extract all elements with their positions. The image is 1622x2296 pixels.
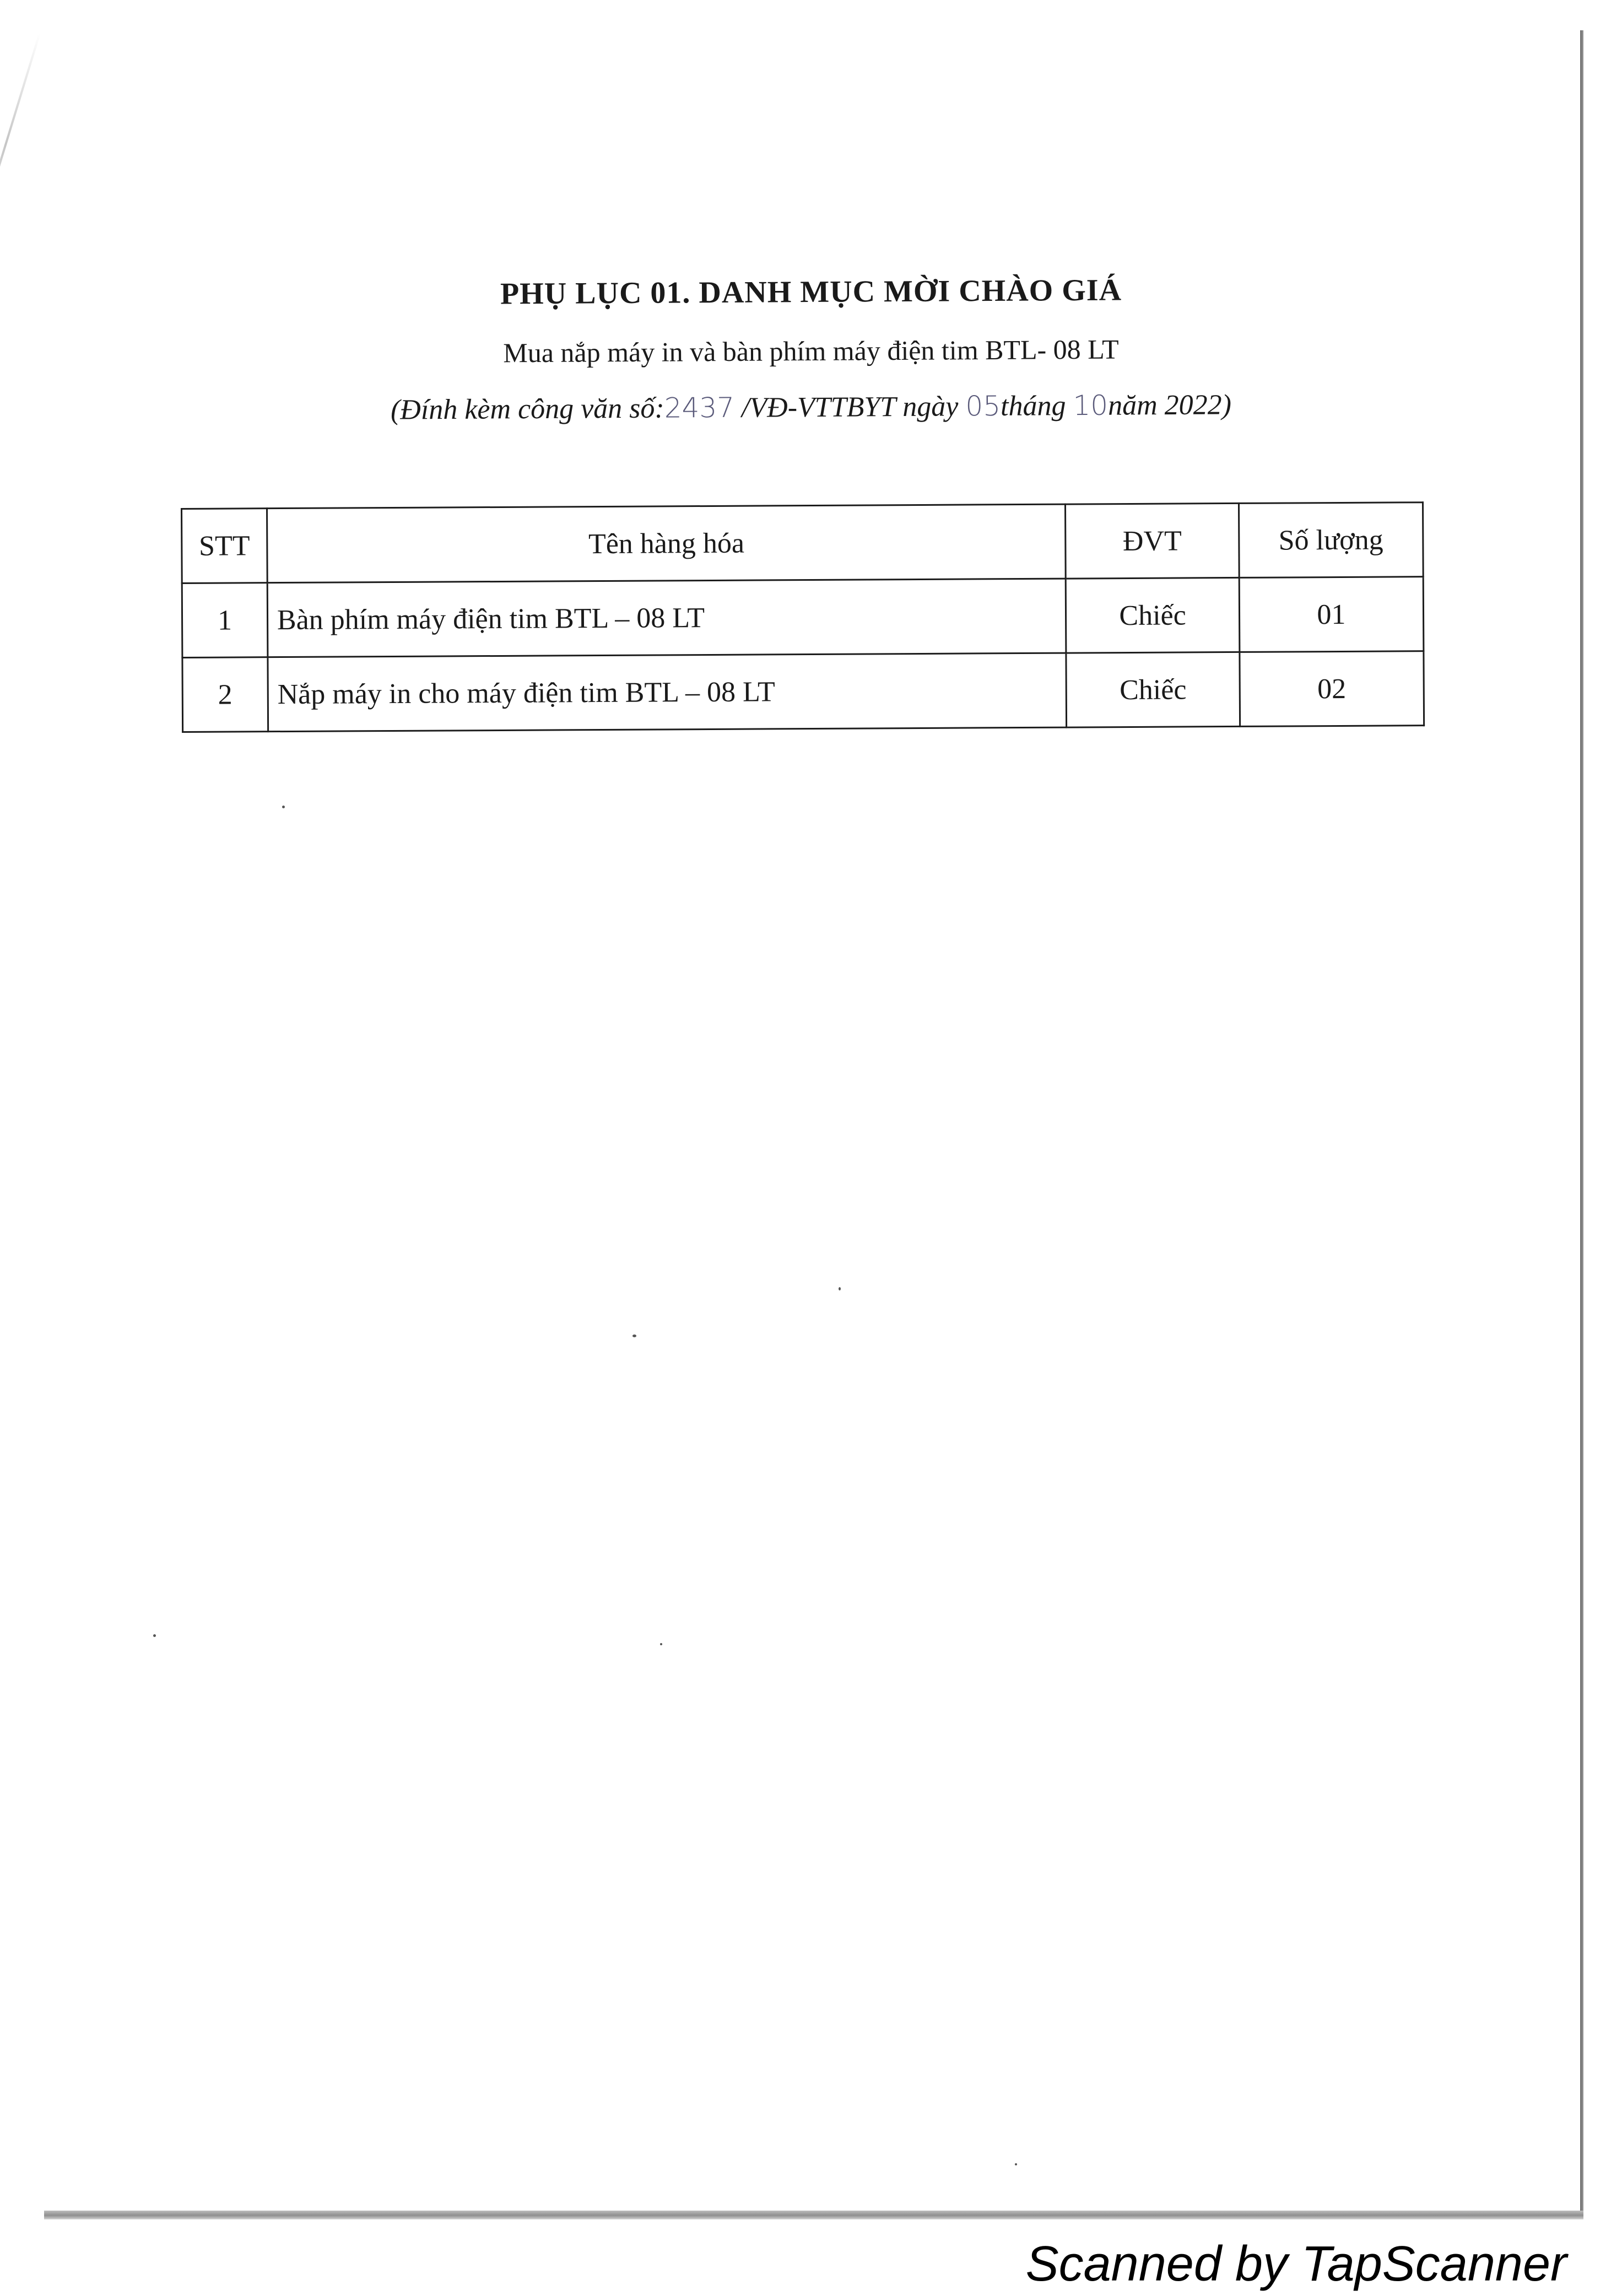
header-stt: STT <box>182 509 268 584</box>
page-title: PHỤ LỤC 01. DANH MỤC MỜI CHÀO GIÁ <box>500 273 1122 311</box>
handwritten-day: 05 <box>965 390 1001 423</box>
cell-stt: 1 <box>182 583 268 658</box>
scan-speck <box>839 1287 841 1290</box>
attachment-reference <box>0 386 1622 429</box>
cell-qty: 01 <box>1239 577 1424 652</box>
table-row <box>182 651 1424 732</box>
cell-name: Nắp máy in cho máy điện tim BTL – 08 LT <box>268 653 1067 732</box>
cell-unit: Chiếc <box>1066 652 1240 727</box>
scan-speck <box>1015 2163 1017 2165</box>
scanner-watermark: Scanned by TapScanner <box>1025 2236 1567 2292</box>
attachment-doc-code: /VĐ-VTTBYT ngày <box>734 391 966 424</box>
table-row <box>182 577 1424 658</box>
scan-speck <box>282 806 285 808</box>
scan-edge-left-mark <box>0 33 41 255</box>
handwritten-month: 10 <box>1073 389 1109 422</box>
cell-name: Bàn phím máy điện tim BTL – 08 LT <box>267 579 1066 657</box>
header-qty: Số lượng <box>1239 503 1423 578</box>
scan-speck <box>660 1643 662 1645</box>
table-header-row <box>182 503 1424 584</box>
page-subtitle: Mua nắp máy in và bàn phím máy điện tim BTL- 08 LT <box>503 333 1119 369</box>
scan-speck <box>153 1634 156 1637</box>
cell-qty: 02 <box>1240 651 1424 727</box>
header-unit: ĐVT <box>1066 503 1239 579</box>
attachment-prefix: (Đính kèm công văn số: <box>390 392 664 426</box>
cell-stt: 2 <box>182 657 268 732</box>
goods-table <box>181 501 1425 733</box>
header-name: Tên hàng hóa <box>267 504 1066 583</box>
handwritten-doc-number: 2437 <box>664 391 735 424</box>
attachment-year-label: năm 2022) <box>1107 389 1232 422</box>
scan-edge-bottom <box>44 2211 1583 2219</box>
scan-speck <box>632 1335 636 1337</box>
attachment-month-label: tháng <box>1000 390 1073 422</box>
cell-unit: Chiếc <box>1066 577 1240 653</box>
